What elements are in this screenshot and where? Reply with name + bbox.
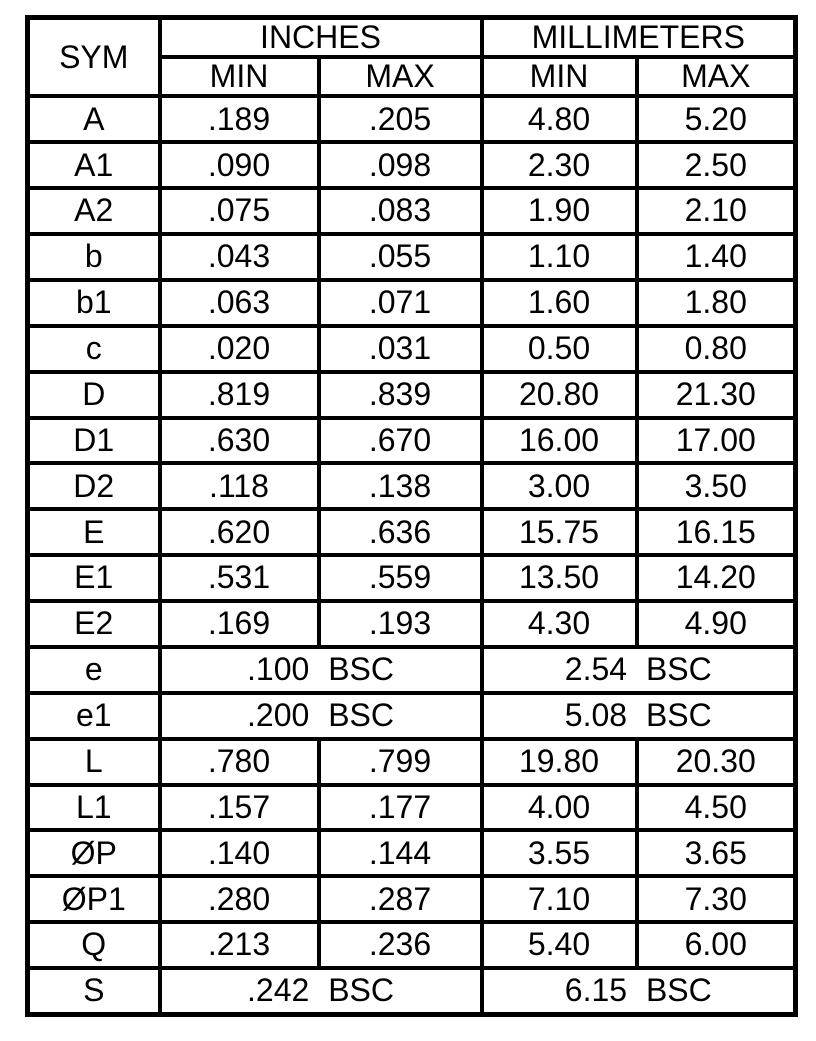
inches-max-cell: .559 (319, 555, 482, 601)
inches-min-cell: .213 (160, 922, 319, 968)
table-row (28, 234, 796, 280)
inches-bsc-cell: .242 BSC (160, 968, 482, 1015)
package-dimensions-table (25, 15, 798, 1017)
inches-max-cell: .177 (319, 785, 482, 831)
inches-min-cell: .819 (160, 372, 319, 418)
sym-cell: L1 (28, 785, 160, 831)
table-row (28, 785, 796, 831)
inches-max-cell: .636 (319, 509, 482, 555)
sym-cell: E1 (28, 555, 160, 601)
millimeters-max-cell: 4.90 (637, 601, 796, 647)
millimeters-max-cell: 3.50 (637, 463, 796, 509)
sym-cell: e1 (28, 693, 160, 739)
sym-cell: L (28, 739, 160, 785)
inches-max-cell: .287 (319, 876, 482, 922)
inches-max-cell: .839 (319, 372, 482, 418)
millimeters-min-cell: 16.00 (482, 418, 637, 464)
millimeters-min-cell: 20.80 (482, 372, 637, 418)
inches-min-cell: .075 (160, 188, 319, 234)
millimeters-min-cell: 19.80 (482, 739, 637, 785)
table-row (28, 968, 796, 1015)
table-row (28, 830, 796, 876)
millimeters-bsc-cell: 6.15 BSC (482, 968, 796, 1015)
millimeters-max-cell: 6.00 (637, 922, 796, 968)
inches-min-cell: .118 (160, 463, 319, 509)
inches-min-cell: .280 (160, 876, 319, 922)
sym-cell: ØP1 (28, 876, 160, 922)
millimeters-max-cell: 2.50 (637, 142, 796, 188)
table-row (28, 647, 796, 693)
inches-min-cell: .157 (160, 785, 319, 831)
millimeters-max-cell: 21.30 (637, 372, 796, 418)
sym-column-header: SYM (28, 18, 160, 97)
table-row (28, 326, 796, 372)
millimeters-max-cell: 2.10 (637, 188, 796, 234)
sym-cell: A1 (28, 142, 160, 188)
millimeters-max-header: MAX (637, 57, 796, 96)
millimeters-bsc-cell: 5.08 BSC (482, 693, 796, 739)
sym-cell: b (28, 234, 160, 280)
inches-max-cell: .799 (319, 739, 482, 785)
table-row (28, 142, 796, 188)
table-row (28, 96, 796, 142)
table-row (28, 601, 796, 647)
sym-cell: D (28, 372, 160, 418)
inches-max-cell: .670 (319, 418, 482, 464)
inches-max-cell: .193 (319, 601, 482, 647)
millimeters-max-cell: 17.00 (637, 418, 796, 464)
millimeters-min-cell: 4.30 (482, 601, 637, 647)
inches-max-cell: .205 (319, 96, 482, 142)
millimeters-min-cell: 7.10 (482, 876, 637, 922)
table-row (28, 922, 796, 968)
inches-max-cell: .031 (319, 326, 482, 372)
inches-max-cell: .138 (319, 463, 482, 509)
millimeters-min-cell: 1.10 (482, 234, 637, 280)
millimeters-max-cell: 4.50 (637, 785, 796, 831)
sym-cell: S (28, 968, 160, 1015)
sym-cell: e (28, 647, 160, 693)
millimeters-min-cell: 1.90 (482, 188, 637, 234)
millimeters-max-cell: 5.20 (637, 96, 796, 142)
inches-min-cell: .189 (160, 96, 319, 142)
inches-max-cell: .071 (319, 280, 482, 326)
inches-min-cell: .140 (160, 830, 319, 876)
millimeters-min-cell: 3.55 (482, 830, 637, 876)
sym-cell: A2 (28, 188, 160, 234)
sym-cell: E (28, 509, 160, 555)
millimeters-min-cell: 15.75 (482, 509, 637, 555)
table-row (28, 693, 796, 739)
inches-min-cell: .090 (160, 142, 319, 188)
millimeters-max-cell: 1.80 (637, 280, 796, 326)
sym-cell: ØP (28, 830, 160, 876)
millimeters-min-cell: 13.50 (482, 555, 637, 601)
millimeters-min-cell: 4.00 (482, 785, 637, 831)
inches-min-header: MIN (160, 57, 319, 96)
table-row (28, 555, 796, 601)
header-row-units (28, 18, 796, 58)
table-row (28, 188, 796, 234)
millimeters-min-cell: 1.60 (482, 280, 637, 326)
inches-min-cell: .020 (160, 326, 319, 372)
table-row (28, 876, 796, 922)
millimeters-min-cell: 3.00 (482, 463, 637, 509)
inches-min-cell: .169 (160, 601, 319, 647)
table-row (28, 509, 796, 555)
inches-min-cell: .043 (160, 234, 319, 280)
table-row (28, 372, 796, 418)
sym-cell: b1 (28, 280, 160, 326)
sym-cell: D1 (28, 418, 160, 464)
millimeters-group-header: MILLIMETERS (482, 18, 796, 58)
inches-max-cell: .236 (319, 922, 482, 968)
inches-max-cell: .144 (319, 830, 482, 876)
millimeters-min-cell: 2.30 (482, 142, 637, 188)
table-row (28, 280, 796, 326)
table-row (28, 739, 796, 785)
table-row (28, 418, 796, 464)
millimeters-max-cell: 1.40 (637, 234, 796, 280)
table-header (28, 18, 796, 97)
inches-bsc-cell: .100 BSC (160, 647, 482, 693)
inches-max-cell: .098 (319, 142, 482, 188)
millimeters-min-cell: 0.50 (482, 326, 637, 372)
sym-cell: A (28, 96, 160, 142)
millimeters-max-cell: 20.30 (637, 739, 796, 785)
millimeters-min-header: MIN (482, 57, 637, 96)
inches-max-header: MAX (319, 57, 482, 96)
inches-min-cell: .780 (160, 739, 319, 785)
millimeters-min-cell: 5.40 (482, 922, 637, 968)
sym-cell: c (28, 326, 160, 372)
inches-max-cell: .055 (319, 234, 482, 280)
millimeters-max-cell: 16.15 (637, 509, 796, 555)
millimeters-min-cell: 4.80 (482, 96, 637, 142)
table-row (28, 463, 796, 509)
inches-bsc-cell: .200 BSC (160, 693, 482, 739)
inches-min-cell: .531 (160, 555, 319, 601)
millimeters-bsc-cell: 2.54 BSC (482, 647, 796, 693)
inches-min-cell: .063 (160, 280, 319, 326)
millimeters-max-cell: 3.65 (637, 830, 796, 876)
sym-cell: Q (28, 922, 160, 968)
inches-group-header: INCHES (160, 18, 482, 58)
millimeters-max-cell: 0.80 (637, 326, 796, 372)
inches-min-cell: .630 (160, 418, 319, 464)
sym-cell: D2 (28, 463, 160, 509)
inches-min-cell: .620 (160, 509, 319, 555)
table-body (28, 96, 796, 1014)
millimeters-max-cell: 14.20 (637, 555, 796, 601)
inches-max-cell: .083 (319, 188, 482, 234)
dimension-table-container (25, 15, 793, 1017)
millimeters-max-cell: 7.30 (637, 876, 796, 922)
sym-cell: E2 (28, 601, 160, 647)
